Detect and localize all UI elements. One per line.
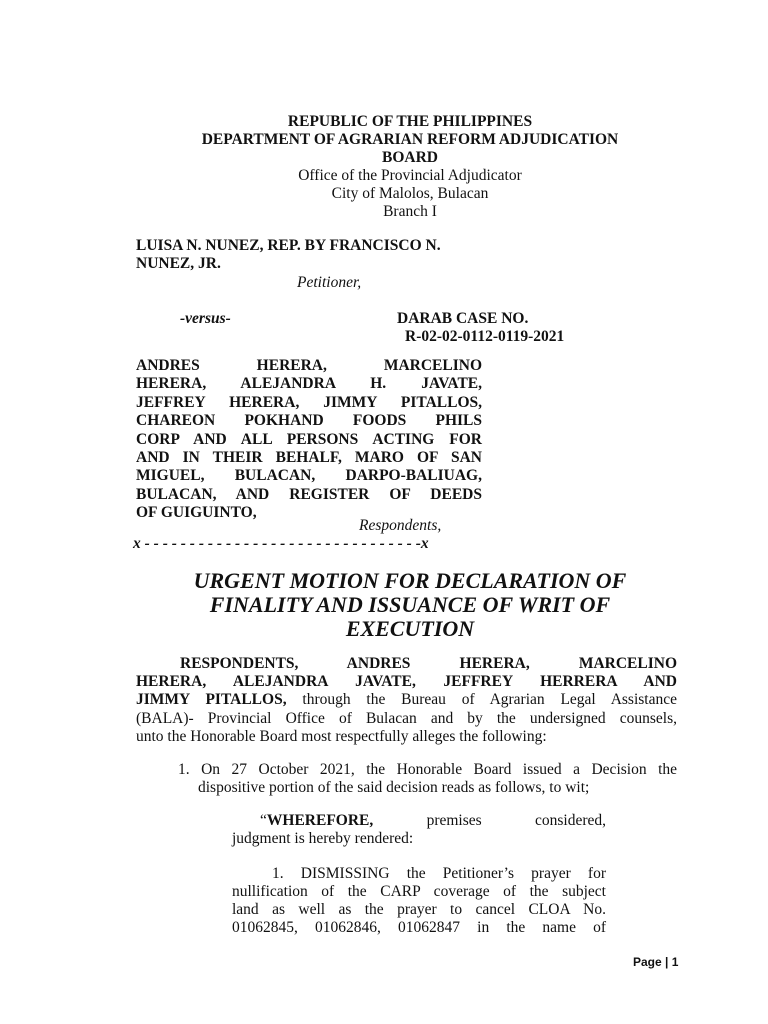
caption-separator: x - - - - - - - - - - - - - - - - - - - - - - - - - - - - - - -x [133, 535, 429, 552]
petitioner-name-line2: NUNEZ, JR. [136, 255, 221, 272]
page-label: Page | [633, 955, 672, 969]
motion-title [130, 569, 690, 641]
quote-p2-line1: 1. DISMISSING the Petitioner’s prayer for [272, 864, 606, 882]
quote-p2-line2: nullification of the CARP coverage of the subject [232, 882, 606, 900]
page-number: 1 [671, 955, 679, 969]
quote-line1 [232, 812, 606, 830]
respondents-line: MIGUEL, BULACAN, DARPO-BALIUAG, [136, 467, 482, 485]
respondents-line: HERERA, ALEJANDRA H. JAVATE, [136, 375, 482, 393]
versus-label: -versus- [180, 310, 231, 327]
header-board: BOARD [382, 149, 438, 166]
header-branch: Branch I [383, 203, 437, 220]
title-line1: URGENT MOTION FOR DECLARATION OF [193, 568, 627, 593]
respondents-role: Respondents, [359, 517, 442, 534]
quote-line2: judgment is hereby rendered: [232, 830, 414, 848]
petitioner-role: Petitioner, [297, 274, 362, 291]
respondents-line: CORP AND ALL PERSONS ACTING FOR [136, 430, 482, 448]
title-line2: FINALITY AND ISSUANCE OF WRIT OF [209, 592, 611, 617]
quote-open-mark: “ [260, 812, 267, 829]
opening-paragraph [136, 655, 677, 746]
body-line: HERERA, ALEJANDRA JAVATE, JEFFREY HERRERA AND [136, 673, 677, 691]
quote-wherefore: WHEREFORE, [266, 812, 374, 829]
respondents-line: JEFFREY HERERA, JIMMY PITALLOS, [136, 393, 482, 411]
respondents-line: BULACAN, AND REGISTER OF DEEDS [136, 485, 482, 503]
header-republic: REPUBLIC OF THE PHILIPPINES [287, 113, 533, 130]
respondents-line: AND IN THEIR BEHALF, MARO OF SAN [136, 449, 482, 467]
title-line3: EXECUTION [345, 616, 475, 641]
numbered-paragraph-1 [178, 761, 677, 797]
quote-p2-line4: 01062845, 01062846, 01062847 in the name of [232, 919, 606, 937]
body-line: (BALA)- Provincial Office of Bulacan and by the undersigned counsels, [136, 709, 677, 727]
paragraph-gap [232, 849, 606, 865]
header-office: Office of the Provincial Adjudicator [298, 167, 522, 184]
body-line: unto the Honorable Board most respectfully alleges the following: [136, 727, 547, 745]
body-line: RESPONDENTS, ANDRES HERERA, MARCELINO [180, 655, 677, 672]
petitioner-name-line1: LUISA N. NUNEZ, REP. BY FRANCISCO N. [136, 237, 441, 254]
respondents-list [136, 357, 482, 523]
case-caption-header [150, 113, 670, 221]
respondents-line: ANDRES HERERA, MARCELINO [136, 357, 482, 374]
body-bold-name: JIMMY PITALLOS, [136, 691, 287, 709]
body-text: through the Bureau of Agrarian Legal Assistance [286, 691, 677, 709]
respondents-line: OF GUIGUINTO, [136, 504, 257, 522]
quote-text: premises considered, [373, 812, 606, 829]
header-department: DEPARTMENT OF AGRARIAN REFORM ADJUDICATION [201, 131, 619, 148]
item1-line2: dispositive portion of the said decision reads as follows, to wit; [198, 779, 590, 797]
header-city: City of Malolos, Bulacan [331, 185, 489, 202]
body-line [136, 691, 677, 709]
case-number-value: R-02-02-0112-0119-2021 [405, 328, 565, 345]
quote-p2-line3: land as well as the prayer to cancel CLOA No. [232, 901, 606, 919]
quoted-dispositive-portion [232, 812, 606, 938]
page-number-footer [633, 955, 678, 969]
respondents-line: CHAREON POKHAND FOODS PHILS [136, 412, 482, 430]
item1-line1: 1. On 27 October 2021, the Honorable Board issued a Decision the [178, 761, 677, 778]
case-number-label: DARAB CASE NO. [397, 310, 529, 327]
